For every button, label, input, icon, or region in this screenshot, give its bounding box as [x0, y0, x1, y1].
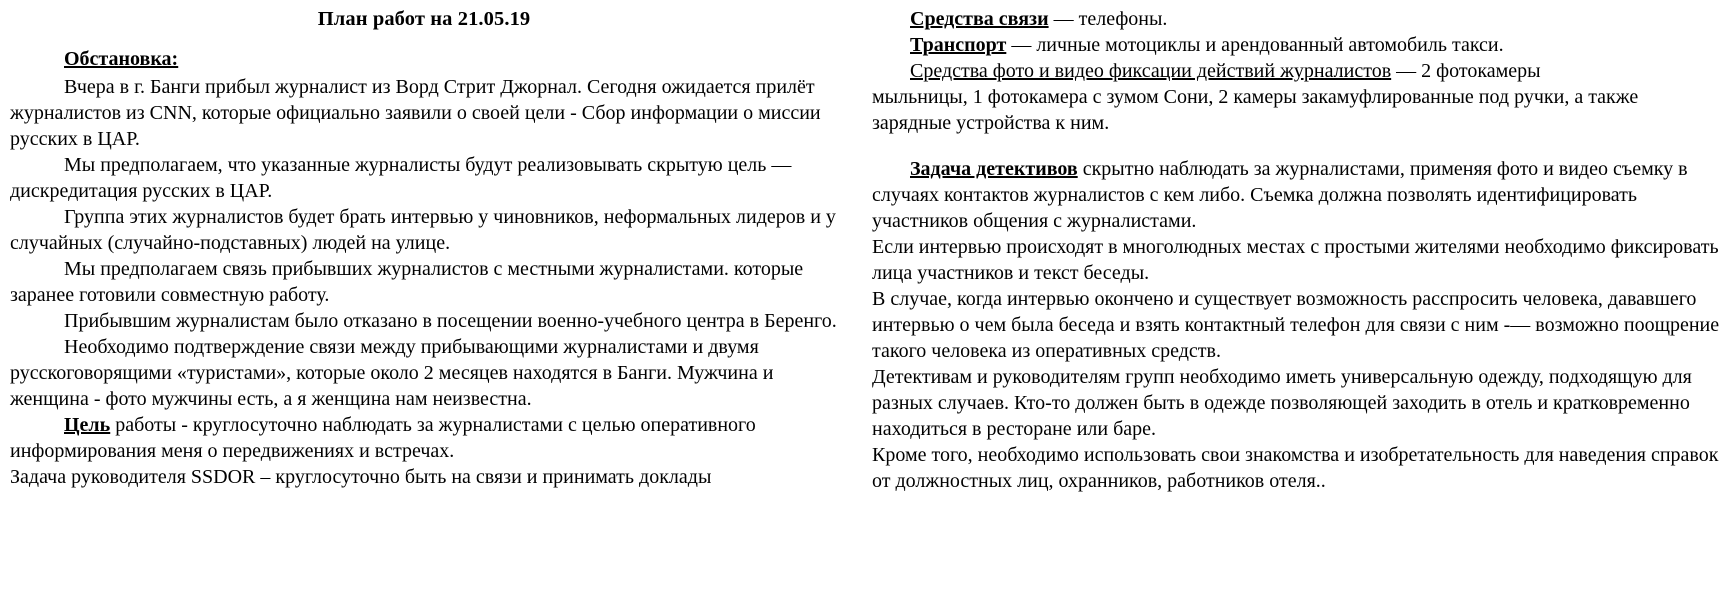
left-paragraph-1: Вчера в г. Банги прибыл журналист из Ворд Стрит Джорнал. Сегодня ожидается прилёт журналистов из CNN, которые официально заявили о своей цели - Сбор информации о миссии русских в ЦАР. — [10, 76, 821, 151]
transport-label: Транспорт — [910, 34, 1007, 56]
left-paragraph-3: Группа этих журналистов будет брать интервью у чиновников, неформальных лидеров и у случайных (случайно-подставных) людей на улице. — [10, 206, 836, 255]
paragraph-spacer — [872, 136, 1722, 156]
goal-text: работы - круглосуточно наблюдать за журналистами с целью оперативного информирования меня о передвижениях и встречах. — [10, 414, 756, 463]
right-column — [866, 0, 1732, 611]
transport-text: — личные мотоциклы и арендованный автомобиль такси. — [1006, 34, 1504, 56]
left-paragraph-2: Мы предполагаем, что указанные журналисты будут реализовывать скрытую цель — дискредитация русских в ЦАР. — [10, 154, 792, 203]
left-paragraph-5: Прибывшим журналистам было отказано в посещении военно-учебного центра в Беренго. — [64, 310, 837, 333]
right-paragraph-1: Если интервью происходят в многолюдных местах с простыми жителями необходимо фиксировать лица участников и текст беседы. — [872, 236, 1719, 284]
goal-paragraph — [10, 412, 838, 464]
left-last-line: Задача руководителя SSDOR – круглосуточно быть на связи и принимать доклады — [10, 466, 712, 489]
task-text: скрытно наблюдать за журналистами, применяя фото и видео съемку в случаях контактов журналистов с кем либо. Съемка должна позволять идентифицировать участников общения с журналистами. — [872, 158, 1688, 232]
photo-label: Средства фото и видео фиксации действий журналистов — [910, 60, 1392, 82]
task-label: Задача детективов — [910, 158, 1078, 180]
left-paragraph-6: Необходимо подтверждение связи между прибывающими журналистами и двумя русскоговорящими «туристами», которые около 2 месяцев находятся в Банги. Мужчина и женщина - фото мужчины есть, а я женщина нам неизвестна. — [10, 336, 774, 411]
right-paragraph-2: В случае, когда интервью окончено и существует возможность расспросить человека, дававшего интервью о чем была беседа и взять контактный телефон для связи с ним -— возможно поощрение такого человека из оперативных средств. — [872, 288, 1720, 362]
photo-rest: мыльницы, 1 фотокамера с зумом Сони, 2 камеры закамуфлированные под ручки, а также зарядные устройства к ним. — [872, 86, 1639, 134]
situation-heading-text: Обстановка: — [64, 48, 179, 71]
transport-line — [872, 32, 1722, 58]
comms-text: — телефоны. — [1048, 8, 1168, 30]
document-title: План работ на 21.05.19 — [317, 8, 531, 30]
right-paragraph-4: Кроме того, необходимо использовать свои знакомства и изобретательность для наведения справок от должностных лиц, охранников, работников отеля.. — [872, 444, 1719, 492]
situation-heading — [10, 46, 838, 72]
right-paragraph-3: Детективам и руководителям групп необходимо иметь универсальную одежду, подходящую для разных случаев. Кто-то должен быть в одежде позволяющей заходить в отель и кратковременно находиться в ресторане или баре. — [872, 366, 1692, 440]
photo-line — [872, 58, 1722, 84]
comms-label: Средства связи — [910, 8, 1049, 30]
left-paragraph-4: Мы предполагаем связь прибывших журналистов с местными журналистами. которые заранее готовили совместную работу. — [10, 258, 804, 307]
photo-text: — 2 фотокамеры — [1391, 60, 1541, 82]
task-paragraph — [872, 156, 1722, 234]
goal-label: Цель — [64, 414, 111, 437]
comms-line — [872, 6, 1722, 32]
